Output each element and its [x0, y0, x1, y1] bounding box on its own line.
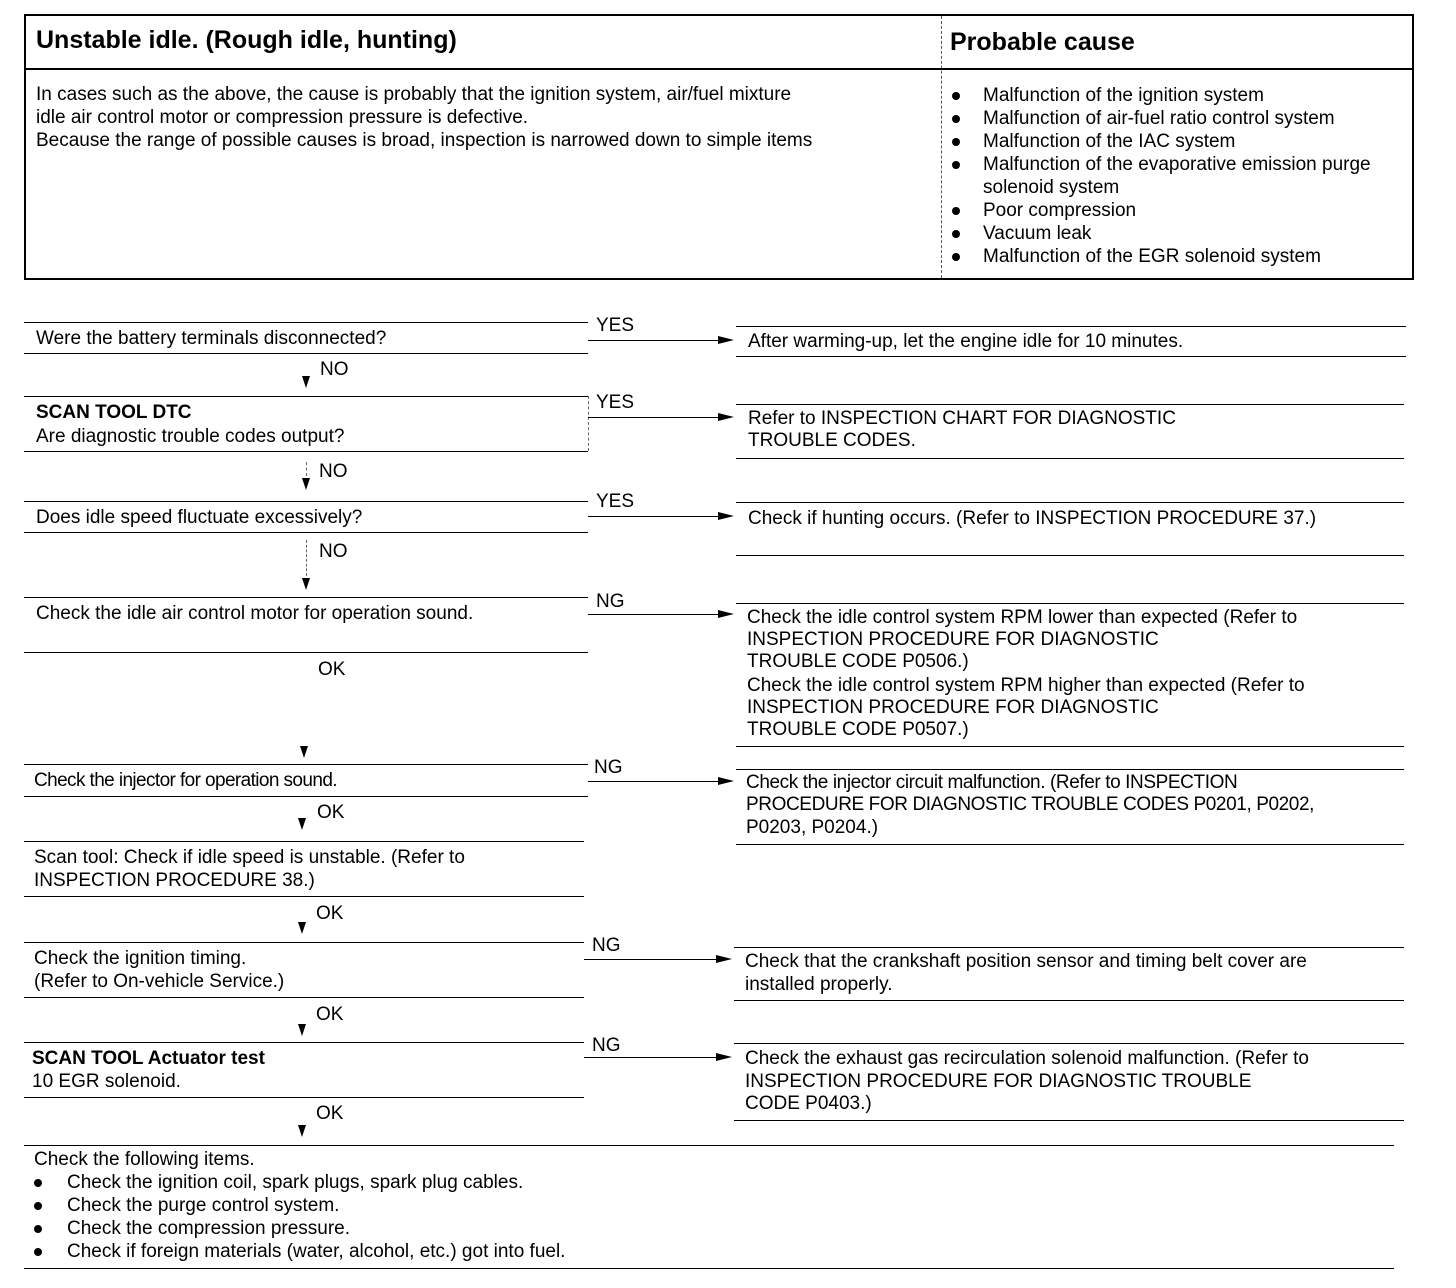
step-4-result-line: TROUBLE CODE P0506.)	[747, 651, 969, 672]
cause-item: Vacuum leak	[950, 222, 1418, 245]
bullet-icon	[34, 1202, 42, 1210]
step-border	[24, 322, 588, 323]
step-border	[24, 532, 588, 533]
step-3-question: Does idle speed fluctuate excessively?	[36, 507, 363, 528]
result-border	[736, 458, 1404, 459]
arrow-right-icon	[718, 512, 734, 520]
arrow-right-icon	[718, 413, 734, 421]
ng-label: NG	[592, 935, 621, 956]
cause-item: Malfunction of the evaporative emission purge solenoid system	[950, 153, 1418, 199]
step-5-result-line: Check the injector circuit malfunction. (Refer to INSPECTION	[746, 772, 1238, 793]
final-item: Check the purge control system.	[67, 1195, 340, 1216]
result-border	[736, 555, 1404, 556]
step-2-question: Are diagnostic trouble codes output?	[36, 426, 345, 447]
cause-item: Poor compression	[950, 199, 1418, 222]
step-5-question: Check the injector for operation sound.	[34, 770, 337, 791]
step-7-result-line: Check that the crankshaft position sensor and timing belt cover are	[745, 951, 1307, 972]
bullet-icon	[34, 1225, 42, 1233]
step-border	[24, 597, 588, 598]
header-divider	[24, 68, 1414, 70]
step-border	[24, 1097, 584, 1098]
arrow-right-icon	[718, 777, 734, 785]
result-border	[734, 1120, 1404, 1121]
result-border	[736, 356, 1406, 357]
step-7-result-line: installed properly.	[745, 974, 893, 995]
description-line: In cases such as the above, the cause is probably that the ignition system, air/fuel mixture	[36, 84, 792, 105]
step-border	[24, 841, 584, 842]
cause-item: Malfunction of air-fuel ratio control system	[950, 107, 1418, 130]
ng-label: NG	[594, 757, 623, 778]
final-item: Check the ignition coil, spark plugs, spark plug cables.	[67, 1172, 524, 1193]
step-border	[24, 353, 588, 354]
step-2-title: SCAN TOOL DTC	[36, 402, 192, 423]
no-label: NO	[319, 541, 348, 562]
arrow-down-icon	[298, 1125, 306, 1137]
ng-arrow	[588, 781, 720, 782]
step-8-result-line: CODE P0403.)	[745, 1093, 872, 1114]
step-6-question-line: Scan tool: Check if idle speed is unstable. (Refer to	[34, 847, 465, 868]
step-border	[24, 652, 588, 653]
step-5-result-line: P0203, P0204.)	[746, 817, 879, 838]
description-line: idle air control motor or compression pressure is defective.	[36, 107, 529, 128]
arrow-down-icon	[302, 376, 310, 388]
cause-item: Malfunction of the IAC system	[950, 130, 1418, 153]
bullet-icon	[952, 207, 960, 215]
step-border	[24, 451, 588, 452]
arrow-down-icon	[302, 578, 310, 590]
result-border	[734, 1000, 1404, 1001]
bullet-icon	[952, 230, 960, 238]
bullet-icon	[952, 115, 960, 123]
step-2-result-line: TROUBLE CODES.	[748, 430, 916, 451]
yes-arrow	[588, 516, 720, 517]
step-border	[24, 1042, 584, 1043]
result-border	[736, 769, 1404, 770]
step-3-result: Check if hunting occurs. (Refer to INSPECTION PROCEDURE 37.)	[748, 508, 1317, 529]
result-border	[736, 603, 1404, 604]
ng-arrow	[584, 959, 718, 960]
step-border	[24, 396, 588, 397]
arrow-right-icon	[716, 1053, 732, 1061]
ng-arrow	[584, 1057, 718, 1058]
step-8-title: SCAN TOOL Actuator test	[32, 1048, 265, 1069]
step-2-result-line: Refer to INSPECTION CHART FOR DIAGNOSTIC	[748, 408, 1176, 429]
step-4-result-line: Check the idle control system RPM higher than expected (Refer to	[747, 675, 1305, 696]
connector-dashed	[306, 462, 307, 476]
step-4-result-line: Check the idle control system RPM lower than expected (Refer to	[747, 607, 1298, 628]
result-border	[736, 844, 1404, 845]
result-border	[734, 947, 1404, 948]
step-border	[24, 764, 588, 765]
step-1-result: After warming-up, let the engine idle for 10 minutes.	[748, 331, 1184, 352]
arrow-right-icon	[718, 610, 734, 618]
header-description	[36, 83, 956, 152]
bullet-icon	[34, 1248, 42, 1256]
arrow-down-icon	[302, 478, 310, 490]
step-4-result-line: INSPECTION PROCEDURE FOR DIAGNOSTIC	[747, 629, 1159, 650]
bullet-icon	[952, 161, 960, 169]
result-border	[736, 404, 1404, 405]
final-item: Check if foreign materials (water, alcohol, etc.) got into fuel.	[67, 1241, 566, 1262]
step-border	[24, 1145, 1394, 1146]
step-border	[24, 942, 584, 943]
result-border	[734, 1043, 1404, 1044]
step-border	[24, 1268, 1394, 1269]
connector-dashed	[306, 540, 307, 576]
ok-label: OK	[318, 659, 346, 680]
yes-arrow	[588, 340, 720, 341]
step-border	[24, 796, 588, 797]
arrow-down-icon	[300, 746, 308, 758]
step-border	[24, 896, 584, 897]
description-line: Because the range of possible causes is broad, inspection is narrowed down to simple items	[36, 130, 813, 151]
step-8-result-line: INSPECTION PROCEDURE FOR DIAGNOSTIC TROUBLE	[745, 1071, 1252, 1092]
step-7-question-line: (Refer to On-vehicle Service.)	[34, 971, 285, 992]
step-1-question: Were the battery terminals disconnected?	[36, 328, 387, 349]
step-4-question: Check the idle air control motor for operation sound.	[36, 603, 474, 624]
final-intro: Check the following items.	[34, 1149, 255, 1170]
bullet-icon	[952, 253, 960, 261]
step-7-question-line: Check the ignition timing.	[34, 948, 247, 969]
bullet-icon	[952, 138, 960, 146]
step-border	[24, 501, 588, 502]
arrow-down-icon	[298, 1024, 306, 1036]
step-4-result-line: TROUBLE CODE P0507.)	[747, 719, 969, 740]
ng-label: NG	[592, 1035, 621, 1056]
ok-label: OK	[316, 1103, 344, 1124]
cause-item: Malfunction of the ignition system	[950, 84, 1418, 107]
step-5-result-line: PROCEDURE FOR DIAGNOSTIC TROUBLE CODES P0201, P0202,	[746, 794, 1315, 815]
arrow-right-icon	[718, 336, 734, 344]
ok-label: OK	[316, 1004, 344, 1025]
step-8-question: 10 EGR solenoid.	[32, 1071, 181, 1092]
no-label: NO	[320, 359, 349, 380]
yes-label: YES	[596, 392, 635, 413]
probable-cause-list	[950, 84, 1418, 268]
cause-item: Malfunction of the EGR solenoid system	[950, 245, 1418, 268]
result-border	[736, 746, 1404, 747]
arrow-down-icon	[298, 922, 306, 934]
step-6-question-line: INSPECTION PROCEDURE 38.)	[34, 870, 315, 891]
arrow-down-icon	[298, 818, 306, 830]
ng-label: NG	[596, 591, 625, 612]
step-border-dashed	[588, 396, 589, 451]
yes-label: YES	[596, 315, 635, 336]
yes-label: YES	[596, 491, 635, 512]
ok-label: OK	[316, 903, 344, 924]
final-item: Check the compression pressure.	[67, 1218, 351, 1239]
step-8-result-line: Check the exhaust gas recirculation solenoid malfunction. (Refer to	[745, 1048, 1309, 1069]
result-border	[736, 326, 1406, 327]
result-border	[736, 502, 1404, 503]
step-border	[24, 997, 584, 998]
probable-cause-title: Probable cause	[950, 28, 1135, 56]
step-4-result-line: INSPECTION PROCEDURE FOR DIAGNOSTIC	[747, 697, 1159, 718]
no-label: NO	[319, 461, 348, 482]
arrow-right-icon	[716, 955, 732, 963]
page-title: Unstable idle. (Rough idle, hunting)	[36, 26, 457, 54]
bullet-icon	[952, 92, 960, 100]
yes-arrow	[588, 417, 720, 418]
ng-arrow	[588, 614, 720, 615]
ok-label: OK	[317, 802, 345, 823]
bullet-icon	[34, 1179, 42, 1187]
